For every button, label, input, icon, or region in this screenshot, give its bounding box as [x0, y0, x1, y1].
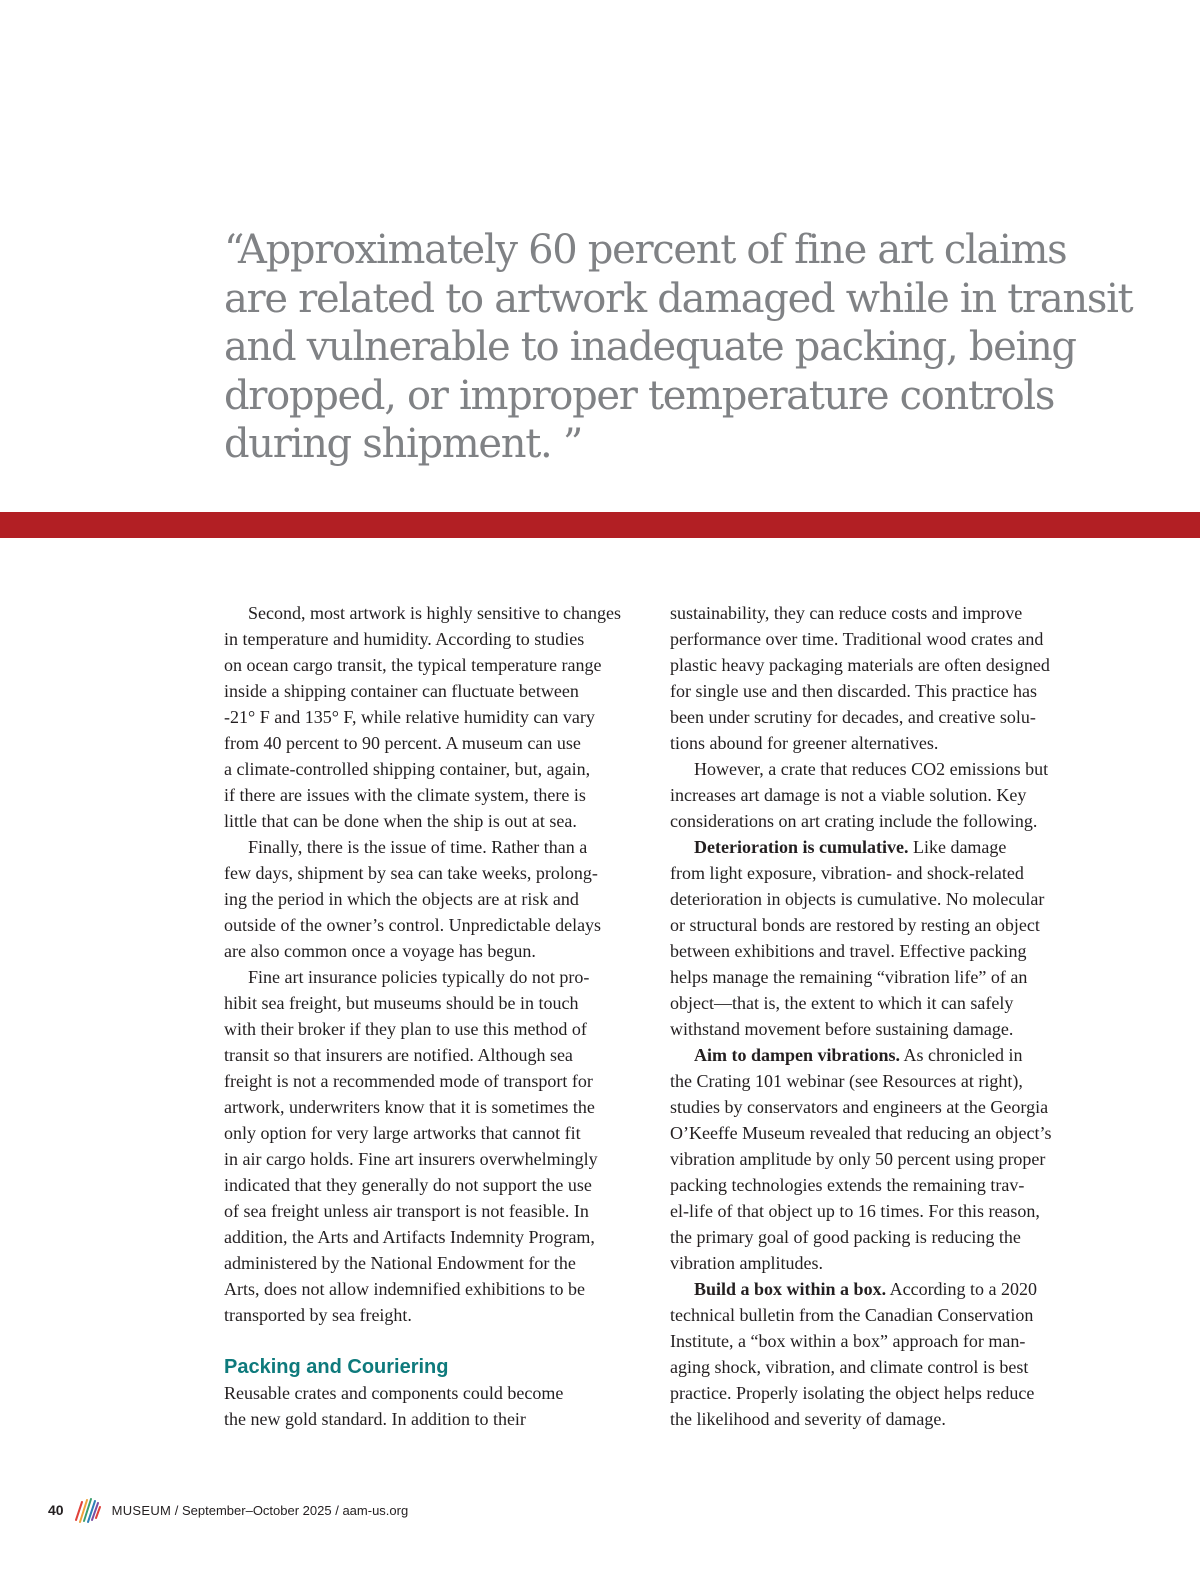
text-line: only option for very large artworks that cannot fit: [224, 1123, 581, 1143]
text-line: Reusable crates and components could become: [224, 1383, 564, 1403]
paragraph-vibrations: [670, 1042, 1100, 1276]
text-line: helps manage the remaining “vibration life” of an: [670, 967, 1028, 987]
text-line: are also common once a voyage has begun.: [224, 941, 536, 961]
text-line: O’Keeffe Museum revealed that reducing an object’s: [670, 1123, 1052, 1143]
text-line: considerations on art crating include the following.: [670, 811, 1038, 831]
text-line: Arts, does not allow indemnified exhibitions to be: [224, 1279, 585, 1299]
paragraph-box-within-box: [670, 1276, 1100, 1432]
run-in-heading: Build a box within a box.: [694, 1279, 887, 1299]
section-heading: Packing and Couriering: [224, 1356, 449, 1378]
paragraph-insurance: [224, 964, 649, 1328]
text-line: [670, 1276, 1100, 1302]
text-line: the primary goal of good packing is reducing the: [670, 1227, 1021, 1247]
text-line: -21° F and 135° F, while relative humidity can vary: [224, 707, 595, 727]
paragraph-sea-climate: [224, 600, 649, 834]
red-divider-band: [0, 512, 1200, 538]
text-line: a climate-controlled shipping container, but, again,: [224, 759, 591, 779]
text-run: As chronicled in: [900, 1045, 1023, 1065]
text-line: deterioration in objects is cumulative. No molecular: [670, 889, 1045, 909]
footer-issue: September–October 2025: [182, 1502, 332, 1518]
pull-quote-line: during shipment. ”: [224, 421, 582, 467]
paragraph-co2: [670, 756, 1100, 834]
text-line: increases art damage is not a viable solution. Key: [670, 785, 1027, 805]
text-line: vibration amplitudes.: [670, 1253, 823, 1273]
text-line: However, a crate that reduces CO2 emissions but: [694, 759, 1049, 779]
run-in-heading: Deterioration is cumulative.: [694, 837, 909, 857]
text-line: hibit sea freight, but museums should be in touch: [224, 993, 579, 1013]
text-line: artwork, underwriters know that it is sometimes the: [224, 1097, 595, 1117]
paragraph-sustainability: [670, 600, 1100, 756]
footer-magazine-name: MUSEUM: [111, 1502, 172, 1518]
text-line: in air cargo holds. Fine art insurers overwhelmingly: [224, 1149, 598, 1169]
pull-quote-line: are related to artwork damaged while in transit: [224, 275, 1133, 322]
text-line: few days, shipment by sea can take weeks, prolong-: [224, 863, 598, 883]
paragraph-time: [224, 834, 649, 964]
text-line: of sea freight unless air transport is not feasible. In: [224, 1201, 589, 1221]
text-line: [670, 1042, 1100, 1068]
text-line: the likelihood and severity of damage.: [670, 1409, 946, 1429]
text-line: with their broker if they plan to use this method of: [224, 1019, 587, 1039]
text-line: studies by conservators and engineers at the Georgia: [670, 1097, 1049, 1117]
text-line: plastic heavy packaging materials are often designed: [670, 655, 1050, 675]
text-line: or structural bonds are restored by resting an object: [670, 915, 1040, 935]
pull-quote-line: “Approximately 60 percent of fine art claims: [224, 227, 1067, 273]
pull-quote-line: and vulnerable to inadequate packing, being: [224, 324, 1076, 370]
paragraph-deterioration: [670, 834, 1100, 1042]
text-line: el-life of that object up to 16 times. For this reason,: [670, 1201, 1040, 1221]
text-line: [670, 834, 1100, 860]
text-line: the Crating 101 webinar (see Resources at right),: [670, 1071, 1023, 1091]
text-line: transported by sea freight.: [224, 1305, 412, 1325]
run-in-heading: Aim to dampen vibrations.: [694, 1045, 901, 1065]
footer-website: aam-us.org: [342, 1502, 409, 1518]
text-line: indicated that they generally do not support the use: [224, 1175, 592, 1195]
text-line: the new gold standard. In addition to their: [224, 1409, 526, 1429]
text-line: tions abound for greener alternatives.: [670, 733, 939, 753]
text-line: Institute, a “box within a box” approach for man-: [670, 1331, 1026, 1351]
text-run: Like damage: [908, 837, 1007, 857]
footer-separator: /: [331, 1502, 343, 1518]
text-run: According to a 2020: [886, 1279, 1038, 1299]
text-line: from light exposure, vibration- and shock-related: [670, 863, 1024, 883]
page-footer: [48, 1496, 408, 1524]
paragraph-reusable-crates: [224, 1380, 649, 1432]
text-line: inside a shipping container can fluctuate between: [224, 681, 579, 701]
text-line: Fine art insurance policies typically do not pro-: [248, 967, 590, 987]
text-line: transit so that insurers are notified. Although sea: [224, 1045, 573, 1065]
right-column: [670, 600, 1100, 1432]
text-line: on ocean cargo transit, the typical temperature range: [224, 655, 602, 675]
text-line: aging shock, vibration, and climate control is best: [670, 1357, 1029, 1377]
text-line: addition, the Arts and Artifacts Indemnity Program,: [224, 1227, 595, 1247]
text-line: practice. Properly isolating the object helps reduce: [670, 1383, 1035, 1403]
text-line: between exhibitions and travel. Effective packing: [670, 941, 1027, 961]
text-line: for single use and then discarded. This practice has: [670, 681, 1038, 701]
footer-separator: /: [171, 1502, 182, 1518]
text-line: vibration amplitude by only 50 percent using proper: [670, 1149, 1046, 1169]
text-line: Finally, there is the issue of time. Rather than a: [248, 837, 588, 857]
text-line: performance over time. Traditional wood crates and: [670, 629, 1044, 649]
text-line: technical bulletin from the Canadian Conservation: [670, 1305, 1034, 1325]
text-line: in temperature and humidity. According to studies: [224, 629, 585, 649]
pull-quote: [224, 226, 1133, 469]
text-line: freight is not a recommended mode of transport for: [224, 1071, 593, 1091]
text-line: sustainability, they can reduce costs and improve: [670, 603, 1023, 623]
text-line: little that can be done when the ship is out at sea.: [224, 811, 577, 831]
aam-stripes-logo-icon: [74, 1496, 102, 1524]
text-line: if there are issues with the climate system, there is: [224, 785, 586, 805]
page-number: 40: [48, 1502, 64, 1518]
text-line: packing technologies extends the remaining trav-: [670, 1175, 1025, 1195]
text-line: Second, most artwork is highly sensitive to changes: [248, 603, 621, 623]
text-line: withstand movement before sustaining damage.: [670, 1019, 1014, 1039]
text-line: object—that is, the extent to which it can safely: [670, 993, 1014, 1013]
text-line: ing the period in which the objects are at risk and: [224, 889, 579, 909]
text-line: been under scrutiny for decades, and creative solu-: [670, 707, 1036, 727]
left-column: [224, 600, 649, 1432]
text-line: outside of the owner’s control. Unpredictable delays: [224, 915, 602, 935]
text-line: from 40 percent to 90 percent. A museum can use: [224, 733, 581, 753]
text-line: administered by the National Endowment for the: [224, 1253, 576, 1273]
pull-quote-line: dropped, or improper temperature controls: [224, 372, 1055, 419]
